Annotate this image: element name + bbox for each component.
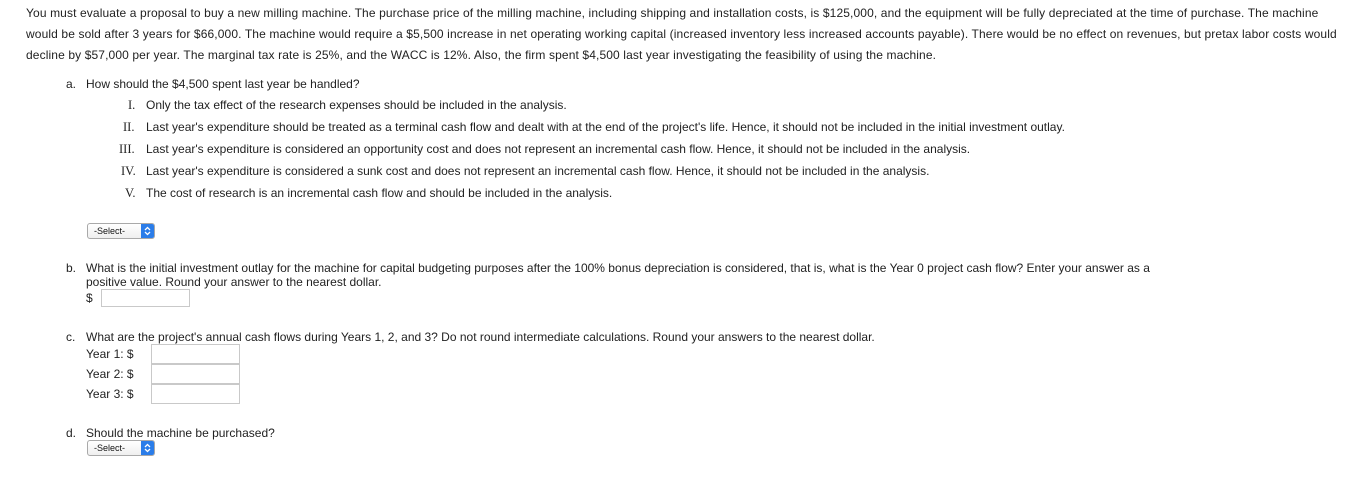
question-c-letter: c.	[66, 330, 76, 344]
option-5-numeral: V.	[125, 186, 136, 200]
question-b-letter: b.	[66, 261, 77, 275]
question-c-text: What are the project's annual cash flows during Years 1, 2, and 3? Do not round intermediate calculations. Round your answers to the nearest dollar.	[86, 330, 875, 344]
question-d-letter: d.	[66, 426, 77, 440]
year-2-input[interactable]	[151, 364, 240, 384]
year-2-label: Year 2: $	[86, 367, 134, 381]
question-a-text: How should the $4,500 spent last year be handled?	[86, 77, 360, 91]
year-3-input[interactable]	[151, 384, 240, 404]
question-a-select[interactable]	[87, 223, 155, 239]
year-1-input[interactable]	[151, 344, 240, 364]
problem-statement: You must evaluate a proposal to buy a new milling machine. The purchase price of the milling machine, including shipping and installation costs, is $125,000, and the equipment will be fully depreciated at the time of purchase. The machine would be sold after 3 years for $66,000. The machine would require a $5,500 increase in net operating working capital (increased inventory less increased accounts payable). There would be no effect on revenues, but pretax labor costs would decline by $57,000 per year. The marginal tax rate is 25%, and the WACC is 12%. Also, the firm spent $4,500 last year investigating the feasibility of using the machine.	[26, 6, 1337, 62]
question-a-letter: a.	[66, 77, 77, 91]
option-5-text: The cost of research is an incremental cash flow and should be included in the analysis.	[146, 186, 613, 200]
option-1-text: Only the tax effect of the research expenses should be included in the analysis.	[146, 98, 567, 112]
option-3-numeral: III.	[119, 142, 135, 156]
initial-outlay-input[interactable]	[101, 289, 190, 307]
option-1-numeral: I.	[128, 98, 136, 112]
question-b-text-line1: What is the initial investment outlay for the machine for capital budgeting purposes after the 100% bonus depreciation is considered, that is, what is the Year 0 project cash flow? Enter your answer as a	[86, 261, 1150, 275]
up-down-chevron-icon	[141, 441, 154, 455]
question-d-select-label: -Select-	[94, 443, 126, 453]
option-3-text: Last year's expenditure is considered an opportunity cost and does not represent an incremental cash flow. Hence, it should not be included in the analysis.	[146, 142, 971, 156]
up-down-chevron-icon	[141, 224, 154, 238]
question-a-select-label: -Select-	[94, 226, 126, 236]
year-1-label: Year 1: $	[86, 347, 134, 361]
option-4-numeral: IV.	[121, 164, 136, 178]
option-2-numeral: II.	[123, 120, 135, 134]
option-2-text: Last year's expenditure should be treated as a terminal cash flow and dealt with at the end of the project's life. Hence, it should not be included in the initial investment outlay.	[146, 120, 1065, 134]
question-d-text: Should the machine be purchased?	[86, 426, 275, 440]
question-d-select[interactable]	[87, 440, 155, 456]
option-4-text: Last year's expenditure is considered a sunk cost and does not represent an incremental cash flow. Hence, it should not be included in the analysis.	[146, 164, 930, 178]
year-3-label: Year 3: $	[86, 387, 134, 401]
question-b-text-line2: positive value. Round your answer to the nearest dollar.	[86, 275, 382, 289]
question-b-currency: $	[86, 291, 93, 305]
